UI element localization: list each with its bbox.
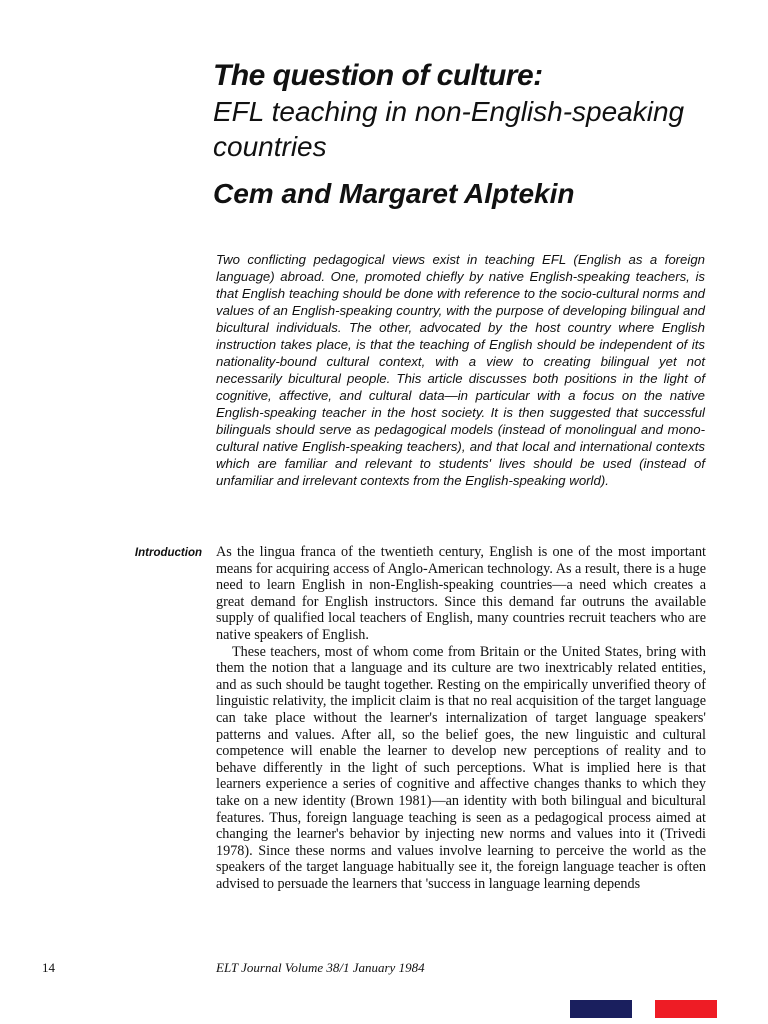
paragraph-2: These teachers, most of whom come from Britain or the United States, bring with them the notion that a language and its culture are two inextricably related entities, and as such should be taught together. Resting on the empirically unverified theory of linguistic relativity, the implicit claim is that no real acquisition of the target language can take place without the learner's internalization of target language speakers' patterns and values. After all, so the belief goes, the new linguistic and cultural competence will enable the learner to develop new perceptions of reality and to behave differently in the light of such perceptions. What is implied here is that learners experience a series of cognitive and affective changes thanks to which they take on a new identity (Brown 1981)—an identity with both bilingual and bicultural features. Thus, foreign language teaching is seen as a pedagogical process aimed at changing the learner's behavior by injecting new norms and values into it (Trivedi 1978). Since these norms and values involve learning to perceive the world as the speakers of the target language habitually see it, the foreign language teacher is often advised to persuade the learners that 'success in language learning depends [216,643,706,892]
page-number: 14 [42,960,55,975]
title-block [213,58,733,212]
paragraph-1: As the lingua franca of the twentieth century, English is one of the most important means for acquiring access of Anglo-American technology. As a result, there is a huge need to learn English in non-English-speaking countries—a need which creates a great demand for English instructors. Since this demand far outruns the available supply of qualified local teachers of English, many countries recruit teachers who are native speakers of English. [216,544,706,643]
decorative-bar-red [655,1000,717,1018]
journal-citation: ELT Journal Volume 38/1 January 1984 [216,960,425,975]
body-text [216,544,706,892]
article-authors: Cem and Margaret Alptekin [213,178,575,209]
section-label-introduction: Introduction [134,547,202,559]
article-subtitle: EFL teaching in non-English-speaking countries [213,96,685,162]
article-title: The question of culture: [213,59,543,92]
decorative-bar-navy [570,1000,632,1018]
abstract: Two conflicting pedagogical views exist in teaching EFL (English as a foreign language) abroad. One, promoted chiefly by native English-speaking teachers, is that English teaching should be done with reference to the socio-cultural norms and values of an English-speaking country, with the purpose of developing bilingual and bicultural individuals. The other, advocated by the host country where English instruction takes place, is that the teaching of English should be independent of its nationality-bound cultural context, with a view to creating bilingual yet not necessarily bicultural people. This article discusses both positions in the light of cognitive, affective, and cultural data—in particular with a focus on the native English-speaking teacher in the host society. It is then suggested that successful bilinguals should serve as pedagogical models (instead of monolingual and mono-cultural native English-speaking teachers), and that local and international contexts which are familiar and relevant to students' lives should be used (instead of unfamiliar and irrelevant contexts from the English-speaking world). [216,252,705,488]
